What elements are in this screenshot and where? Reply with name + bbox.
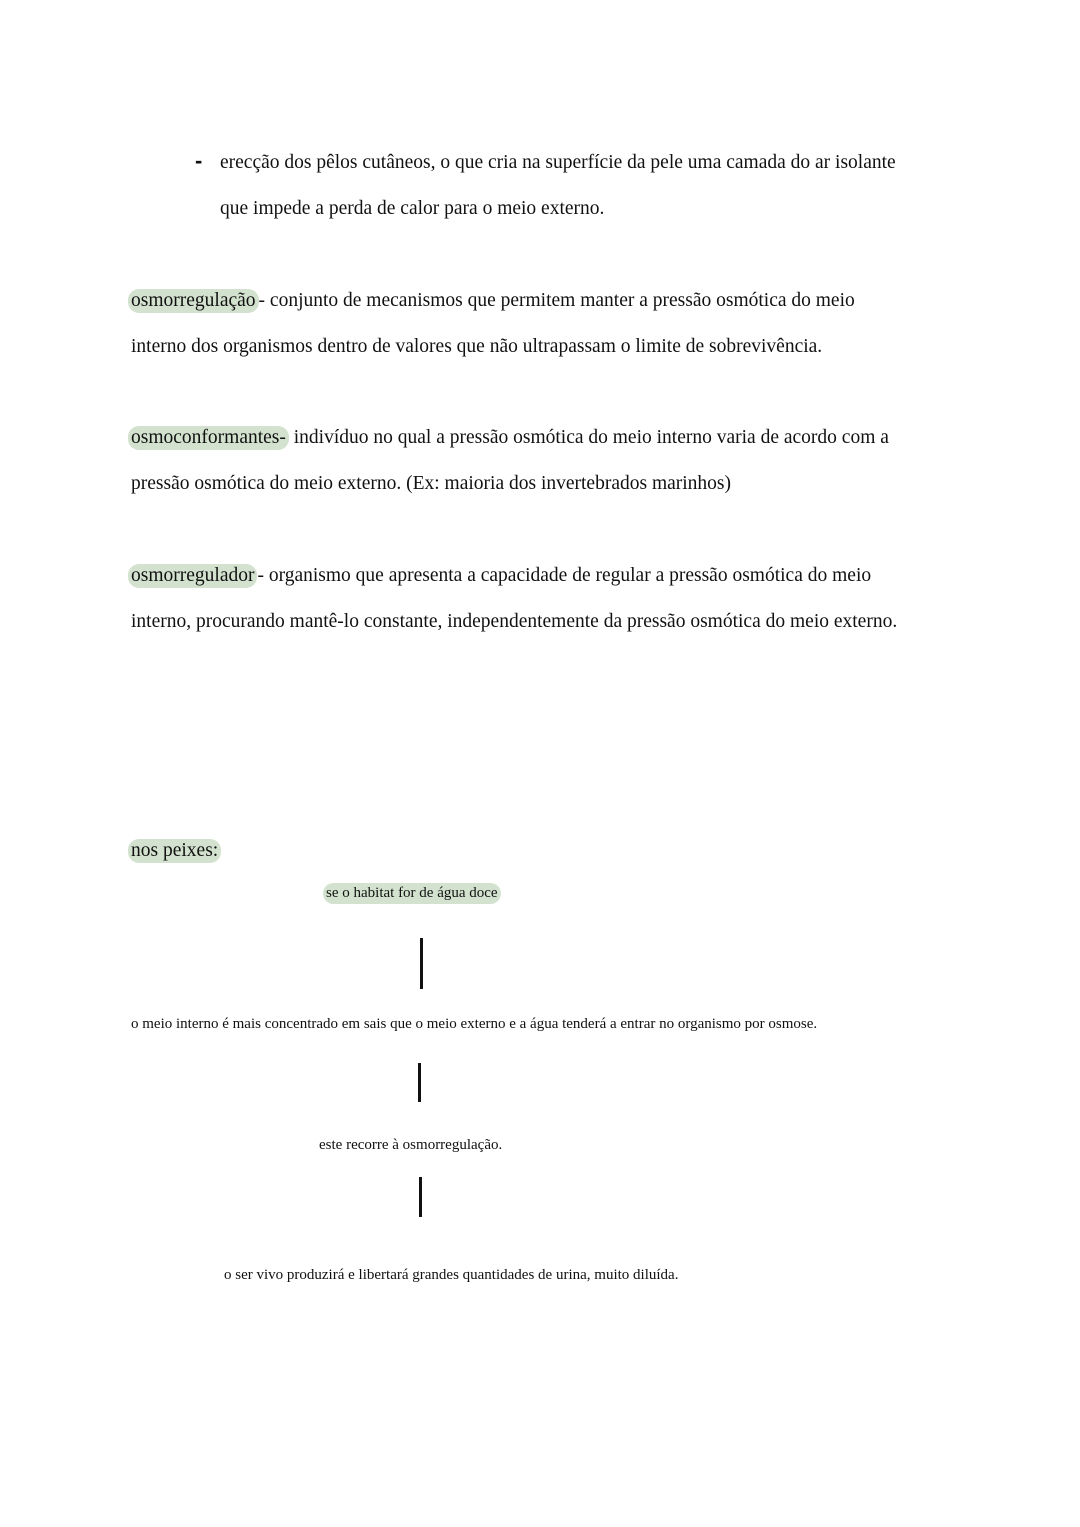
habitat-highlight: se o habitat for de água doce [323, 883, 501, 904]
term-highlight: osmorregulador [128, 564, 257, 588]
section-heading [131, 839, 221, 862]
flow-step-3: o ser vivo produzirá e libertará grandes quantidades de urina, muito diluída. [224, 1267, 679, 1283]
flow-connector-3 [419, 1177, 422, 1217]
flow-connector-2 [418, 1063, 421, 1102]
flow-connector-1 [420, 938, 423, 989]
definition-osmorregulador [131, 564, 871, 587]
habitat-condition [326, 884, 501, 902]
definition-osmoconformantes [131, 426, 889, 449]
bullet-dash: - [195, 148, 203, 173]
bullet-line-2: que impede a perda de calor para o meio externo. [220, 198, 605, 219]
definition-osmorregulacao [131, 289, 855, 312]
definition-line-2: interno, procurando mantê-lo constante, independentemente da pressão osmótica do meio externo. [131, 611, 898, 632]
definition-text: - conjunto de mecanismos que permitem manter a pressão osmótica do meio [258, 290, 855, 311]
heading-highlight: nos peixes: [128, 839, 221, 863]
definition-text: - organismo que apresenta a capacidade de regular a pressão osmótica do meio [257, 565, 872, 586]
flow-step-1: o meio interno é mais concentrado em sais que o meio externo e a água tenderá a entrar no organismo por osmose. [131, 1016, 818, 1032]
term-highlight: osmoconformantes- [128, 426, 289, 450]
definition-line-2: interno dos organismos dentro de valores que não ultrapassam o limite de sobrevivência. [131, 336, 823, 357]
definition-text: indivíduo no qual a pressão osmótica do meio interno varia de acordo com a [288, 427, 889, 448]
term-highlight: osmorregulação [128, 289, 259, 313]
bullet-line-1: erecção dos pêlos cutâneos, o que cria na superfície da pele uma camada do ar isolante [220, 152, 896, 173]
definition-line-2: pressão osmótica do meio externo. (Ex: maioria dos invertebrados marinhos) [131, 473, 732, 494]
flow-step-2: este recorre à osmorregulação. [319, 1137, 503, 1153]
